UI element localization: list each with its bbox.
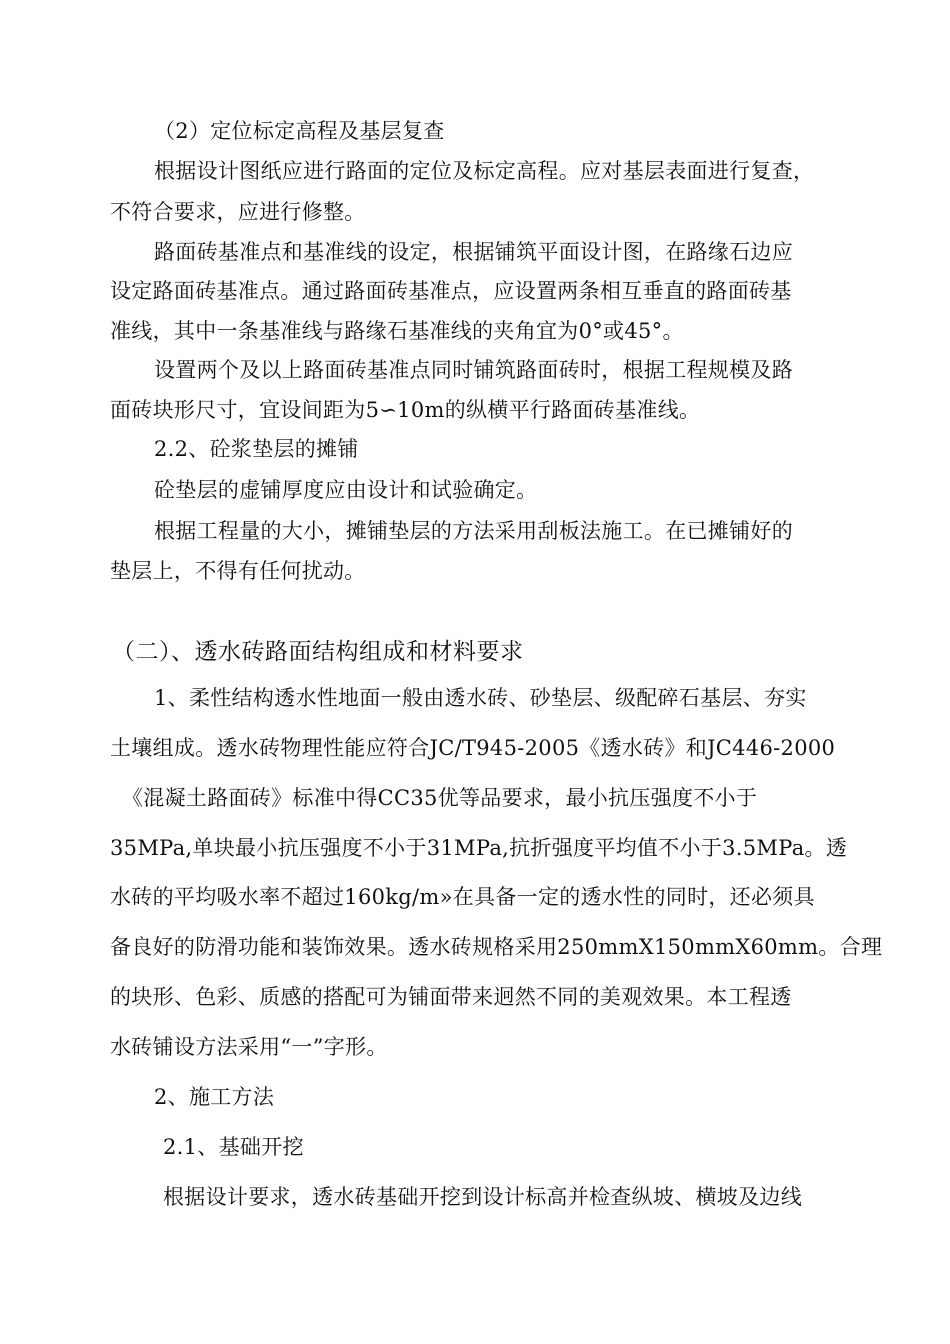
subsection-heading: 2.2、砼浆垫层的摊铺 <box>154 437 359 461</box>
paragraph-line: 不符合要求，应进行修整。 <box>110 200 366 224</box>
paragraph-line: 设置两个及以上路面砖基准点同时铺筑路面砖时，根据工程规模及路 <box>154 358 793 382</box>
paragraph-line: 垫层上，不得有任何扰动。 <box>110 559 366 583</box>
section-heading: （二）、透水砖路面结构组成和材料要求 <box>112 639 524 665</box>
paragraph-line: 准线，其中一条基准线与路缘石基准线的夹角宜为0°或45°。 <box>110 319 684 343</box>
subsection-heading: 2.1、基础开挖 <box>163 1135 304 1159</box>
paragraph-line: 设定路面砖基准点。通过路面砖基准点，应设置两条相互垂直的路面砖基 <box>110 279 792 303</box>
paragraph-line: 根据工程量的大小，摊铺垫层的方法采用刮板法施工。在已摊铺好的 <box>154 519 793 543</box>
paragraph-line: 根据设计要求，透水砖基础开挖到设计标高并检查纵坡、横坡及边线 <box>163 1185 802 1209</box>
paragraph-line: 35MPa,单块最小抗压强度不小于31MPa,抗折强度平均值不小于3.5MPa。透 <box>110 836 848 860</box>
paragraph-line: 路面砖基准点和基准线的设定，根据铺筑平面设计图，在路缘石边应 <box>154 240 793 264</box>
paragraph-line: 的块形、色彩、质感的搭配可为铺面带来迥然不同的美观效果。本工程透 <box>110 985 792 1009</box>
paragraph-line: 1、柔性结构透水性地面一般由透水砖、砂垫层、级配碎石基层、夯实 <box>154 686 807 710</box>
paragraph-line: 砼垫层的虚铺厚度应由设计和试验确定。 <box>154 478 538 502</box>
paragraph-line: 备良好的防滑功能和装饰效果。透水砖规格采用250mmX150mmX60mm。合理 <box>110 935 883 959</box>
subsection-heading: （2）定位标定高程及基层复查 <box>154 119 445 143</box>
paragraph-line: 土壤组成。透水砖物理性能应符合JC/T945-2005《透水砖》和JC446-2000 <box>110 736 836 760</box>
paragraph-line: 《混凝土路面砖》标准中得CC35优等品要求，最小抗压强度不小于 <box>122 786 758 810</box>
paragraph-line: 水砖铺设方法采用“一”字形。 <box>110 1035 388 1059</box>
paragraph-line: 面砖块形尺寸，宜设间距为5∽10m的纵横平行路面砖基准线。 <box>110 398 701 422</box>
subsection-heading: 2、施工方法 <box>154 1085 275 1109</box>
paragraph-line: 水砖的平均吸水率不超过160kg/m»在具备一定的透水性的同时，还必须具 <box>110 885 815 909</box>
paragraph-line: 根据设计图纸应进行路面的定位及标定高程。应对基层表面进行复查， <box>154 159 815 183</box>
